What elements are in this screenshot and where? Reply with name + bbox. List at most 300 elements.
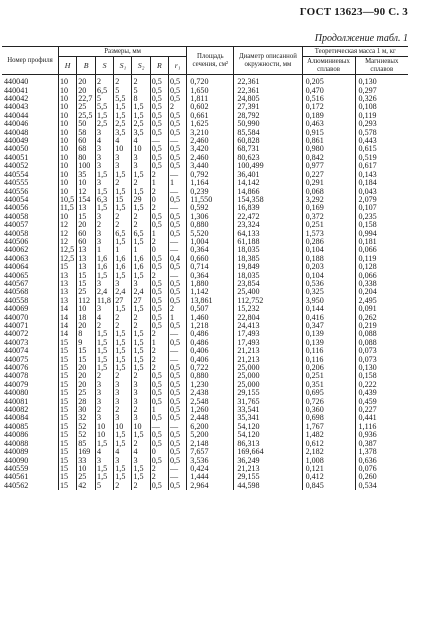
table-row: [2, 263, 408, 271]
cell-mass-magnesium: 0,158: [355, 221, 408, 229]
cell-dim-s: 2,4: [96, 288, 114, 296]
cell-profile-number: 440084: [4, 414, 29, 423]
cell-mass-magnesium: 0,441: [355, 414, 408, 422]
cell-dim-r: 0,5: [150, 112, 168, 120]
cell-mass-aluminium: 0,347: [302, 322, 355, 330]
cell-dim-r: 0,5: [150, 457, 168, 465]
cell-mass-magnesium: 0,130: [355, 75, 408, 87]
cell-dim-s1: 1,5: [114, 347, 132, 355]
cell-profile-number: 440082: [4, 406, 29, 415]
cell-mass-magnesium: 0,088: [355, 339, 408, 347]
cell-dim-r: 0,5: [150, 314, 168, 322]
cell-profile-number: 440085: [4, 422, 29, 431]
cell-dim-r: 0,5: [150, 297, 168, 305]
cell-dim-s: 3: [96, 162, 114, 170]
cell-mass-magnesium: 2,495: [355, 297, 408, 305]
cell-mass-magnesium: 0,260: [355, 473, 408, 481]
cell-dim-r1: —: [168, 171, 186, 179]
cell-profile-number: 440069: [4, 305, 29, 314]
cell-dim-s1: 1,5: [114, 330, 132, 338]
cell-diameter: 21,213: [234, 347, 302, 355]
cell-dim-b: 15: [77, 356, 96, 364]
cell-dim-h: 13: [58, 280, 76, 288]
cell-profile-number: 440071: [4, 322, 29, 330]
table-row: [2, 112, 408, 120]
cell-mass-magnesium: 0,439: [355, 389, 408, 397]
cell-mass-magnesium: 0,293: [355, 120, 408, 128]
cell-area: 0,424: [187, 465, 234, 473]
cell-area: 0,486: [187, 330, 234, 338]
cell-diameter: 27,391: [234, 103, 302, 111]
cell-dim-b: 25: [77, 473, 96, 481]
cell-diameter: 16,839: [234, 204, 302, 212]
cell-mass-aluminium: 0,536: [302, 280, 355, 288]
cell-dim-r1: 1: [168, 179, 186, 187]
header-dim-s1: S₁: [114, 57, 132, 75]
cell-dim-s2: 1,5: [132, 305, 150, 313]
cell-diameter: 36,249: [234, 457, 302, 465]
cell-dim-s1: 3: [114, 162, 132, 170]
cell-dim-h: 10: [58, 171, 76, 179]
cell-profile-number: 440506: [4, 237, 29, 246]
cell-dim-b: 112: [77, 297, 96, 305]
cell-dim-s2: 2,5: [132, 120, 150, 128]
cell-profile-number: 440554: [4, 170, 29, 179]
cell-dim-b: 42: [77, 482, 96, 490]
cell-dim-s2: 10: [132, 423, 150, 431]
cell-dim-r1: 0,5: [168, 431, 186, 439]
cell-profile-number: 440042: [4, 95, 29, 104]
cell-profile-number: 440073: [4, 338, 29, 347]
cell-dim-b: 30: [77, 406, 96, 414]
table-row: [2, 381, 408, 389]
cell-profile-number: 440046: [4, 120, 29, 129]
cell-dim-r: 0,5: [150, 288, 168, 296]
cell-dim-s: 3: [96, 238, 114, 246]
cell-dim-s: 3: [96, 154, 114, 162]
cell-dim-s: 3: [96, 414, 114, 422]
table-continuation-note: Продолжение табл. 1: [314, 33, 408, 44]
cell-dim-h: 11,5: [58, 204, 76, 212]
cell-dim-s1: 1,5: [114, 356, 132, 364]
table-row: [2, 137, 408, 145]
cell-dim-s2: 2,4: [132, 288, 150, 296]
cell-dim-h: 13: [58, 272, 76, 280]
cell-dim-s1: 1,6: [114, 263, 132, 271]
cell-profile-number: 440050: [4, 145, 29, 154]
cell-area: 0,792: [187, 171, 234, 179]
cell-dim-s2: 1,5: [132, 272, 150, 280]
cell-dim-b: 20: [77, 372, 96, 380]
cell-dim-h: 15: [58, 339, 76, 347]
cell-area: 6,200: [187, 423, 234, 431]
table-row: [2, 238, 408, 246]
cell-dim-s2: 3: [132, 280, 150, 288]
cell-dim-b: 60: [77, 137, 96, 145]
cell-mass-magnesium: 0,043: [355, 188, 408, 196]
cell-dim-r: 0,5: [150, 482, 168, 490]
cell-diameter: 68,731: [234, 145, 302, 153]
cell-diameter: 85,584: [234, 129, 302, 137]
cell-dim-s1: 1,5: [114, 465, 132, 473]
table-row: [2, 356, 408, 364]
cell-dim-r: 0,5: [150, 389, 168, 397]
cell-dim-h: 15: [58, 398, 76, 406]
cell-dim-r1: 0,5: [168, 213, 186, 221]
cell-dim-s2: 1,6: [132, 255, 150, 263]
cell-dim-h: 10: [58, 120, 76, 128]
cell-diameter: 35,341: [234, 414, 302, 422]
cell-dim-s: 1: [96, 246, 114, 254]
cell-diameter: 25,000: [234, 381, 302, 389]
cell-dim-s: 3: [96, 129, 114, 137]
cell-diameter: 154,358: [234, 196, 302, 204]
cell-dim-s2: 2: [132, 322, 150, 330]
cell-dim-r1: —: [168, 246, 186, 254]
cell-dim-s2: 2: [132, 372, 150, 380]
cell-dim-r: 0,5: [150, 305, 168, 313]
cell-area: 5,520: [187, 230, 234, 238]
cell-mass-aluminium: 1,482: [302, 431, 355, 439]
cell-dim-s1: 6,5: [114, 230, 132, 238]
cell-dim-r1: 0,5: [168, 196, 186, 204]
cell-dim-h: 15: [58, 406, 76, 414]
cell-mass-magnesium: 0,073: [355, 347, 408, 355]
cell-mass-aluminium: 0,698: [302, 414, 355, 422]
cell-dim-s2: 3: [132, 162, 150, 170]
cell-dim-s: 1,5: [96, 330, 114, 338]
cell-dim-s2: 1,5: [132, 473, 150, 481]
cell-dim-b: 154: [77, 196, 96, 204]
cell-dim-s: 1,5: [96, 188, 114, 196]
cell-dim-h: 10: [58, 87, 76, 95]
cell-profile-number: 440064: [4, 263, 29, 272]
cell-area: 0,406: [187, 356, 234, 364]
cell-dim-s2: 1,5: [132, 112, 150, 120]
cell-diameter: 29,155: [234, 389, 302, 397]
cell-diameter: 14,866: [234, 188, 302, 196]
cell-dim-r1: 0,5: [168, 448, 186, 456]
cell-dim-s2: 3,5: [132, 129, 150, 137]
cell-dim-h: 15: [58, 372, 76, 380]
cell-diameter: 25,400: [234, 288, 302, 296]
header-mass-aluminium: Алюминиевых сплавов: [302, 57, 355, 75]
table-row: [2, 288, 408, 296]
cell-mass-magnesium: 0,222: [355, 381, 408, 389]
cell-dim-s: 3: [96, 305, 114, 313]
cell-diameter: 25,000: [234, 372, 302, 380]
table-row: [2, 204, 408, 212]
cell-dim-b: 15: [77, 280, 96, 288]
cell-dim-s1: 2: [114, 322, 132, 330]
cell-mass-magnesium: 0,108: [355, 103, 408, 111]
cell-dim-s: 5: [96, 95, 114, 103]
header-dim-b: B: [77, 57, 96, 75]
cell-mass-aluminium: 0,416: [302, 314, 355, 322]
cell-dim-r1: 0,5: [168, 440, 186, 448]
cell-dim-s1: 1,5: [114, 431, 132, 439]
cell-dim-r1: —: [168, 356, 186, 364]
header-dim-s2: S₂: [132, 57, 150, 75]
cell-dim-r: 0,5: [150, 103, 168, 111]
cell-dim-s1: 1,5: [114, 112, 132, 120]
cell-area: 0,722: [187, 364, 234, 372]
header-mass-magnesium: Магниевых сплавов: [355, 57, 408, 75]
cell-area: 2,148: [187, 440, 234, 448]
cell-dim-r1: 0,5: [168, 339, 186, 347]
cell-dim-b: 20: [77, 87, 96, 95]
cell-dim-b: 13: [77, 204, 96, 212]
table-row: [2, 196, 408, 204]
cell-profile-number: 440041: [4, 86, 29, 95]
cell-dim-s1: 2: [114, 314, 132, 322]
cell-diameter: 112,752: [234, 297, 302, 305]
cell-dim-r1: 0,5: [168, 75, 186, 87]
cell-dim-b: 85: [77, 440, 96, 448]
cell-dim-h: 15: [58, 448, 76, 456]
cell-mass-aluminium: 0,203: [302, 263, 355, 271]
cell-dim-r: 0,5: [150, 372, 168, 380]
cell-dim-s1: 3: [114, 381, 132, 389]
cell-dim-h: 14: [58, 322, 76, 330]
cell-dim-s: 3: [96, 398, 114, 406]
cell-dim-b: 9: [77, 339, 96, 347]
cell-dim-s2: 4: [132, 448, 150, 456]
cell-dim-s1: 1: [114, 246, 132, 254]
cell-dim-r1: 0,5: [168, 482, 186, 490]
cell-profile-number: 440089: [4, 448, 29, 457]
cell-area: 0,880: [187, 221, 234, 229]
cell-dim-s1: 2,5: [114, 120, 132, 128]
cell-mass-aluminium: 3,950: [302, 297, 355, 305]
cell-mass-aluminium: 3,292: [302, 196, 355, 204]
cell-mass-aluminium: 0,189: [302, 112, 355, 120]
cell-mass-magnesium: 0,143: [355, 171, 408, 179]
cell-dim-s: 1,5: [96, 465, 114, 473]
cell-mass-aluminium: 0,351: [302, 381, 355, 389]
table-row: [2, 440, 408, 448]
cell-dim-s: 1,5: [96, 171, 114, 179]
cell-mass-aluminium: 0,470: [302, 87, 355, 95]
cell-dim-r1: 0,5: [168, 414, 186, 422]
cell-dim-b: 25: [77, 389, 96, 397]
cell-mass-aluminium: 0,842: [302, 154, 355, 162]
cell-profile-number: 440559: [4, 464, 29, 473]
cell-dim-s1: 2: [114, 179, 132, 187]
cell-dim-h: 14: [58, 330, 76, 338]
cell-dim-h: 10: [58, 145, 76, 153]
cell-diameter: 86,313: [234, 440, 302, 448]
cell-dim-s: 2: [96, 75, 114, 87]
cell-dim-r1: —: [168, 473, 186, 481]
cell-dim-h: 15: [58, 440, 76, 448]
cell-area: 1,811: [187, 95, 234, 103]
cell-dim-h: 10: [58, 213, 76, 221]
cell-dim-r: 0,5: [150, 221, 168, 229]
cell-dim-s: 3: [96, 145, 114, 153]
cell-mass-magnesium: 0,204: [355, 288, 408, 296]
cell-mass-magnesium: 0,158: [355, 372, 408, 380]
cell-profile-number: 440043: [4, 103, 29, 112]
cell-dim-s1: 2: [114, 75, 132, 87]
cell-dim-s2: 1,5: [132, 103, 150, 111]
cell-diameter: 15,232: [234, 305, 302, 313]
cell-dim-s: 5,5: [96, 103, 114, 111]
cell-profile-number: 440081: [4, 397, 29, 406]
cell-dim-s: 1,5: [96, 364, 114, 372]
cell-dim-s2: 10: [132, 145, 150, 153]
cell-dim-s1: 2,4: [114, 288, 132, 296]
cell-area: 1,230: [187, 381, 234, 389]
cell-profile-number: 440058: [4, 229, 29, 238]
cell-profile-number: 440052: [4, 162, 29, 171]
cell-area: 3,440: [187, 162, 234, 170]
table-row: [2, 314, 408, 322]
cell-dim-h: 15: [58, 465, 76, 473]
cell-dim-s2: 1,5: [132, 330, 150, 338]
cell-dim-s1: 3,5: [114, 129, 132, 137]
cell-dim-b: 33: [77, 457, 96, 465]
cell-mass-magnesium: 0,338: [355, 280, 408, 288]
cell-mass-magnesium: 0,519: [355, 154, 408, 162]
cell-dim-s2: 29: [132, 196, 150, 204]
cell-area: 13,861: [187, 297, 234, 305]
cell-diameter: 25,000: [234, 364, 302, 372]
cell-dim-r1: —: [168, 204, 186, 212]
cell-profile-number: 440558: [4, 296, 29, 305]
cell-dim-r: 2: [150, 356, 168, 364]
cell-mass-aluminium: 0,116: [302, 356, 355, 364]
cell-dim-s1: 1,5: [114, 364, 132, 372]
cell-diameter: 169,664: [234, 448, 302, 456]
cell-diameter: 64,133: [234, 230, 302, 238]
cell-dim-s1: 2: [114, 213, 132, 221]
table-row: [2, 145, 408, 153]
profile-dimensions-table: [2, 46, 408, 490]
cell-dim-r1: —: [168, 188, 186, 196]
table-row: [2, 280, 408, 288]
cell-dim-h: 13: [58, 288, 76, 296]
cell-dim-b: 68: [77, 145, 96, 153]
cell-mass-aluminium: 0,104: [302, 246, 355, 254]
cell-dim-s2: 1: [132, 246, 150, 254]
table-row: [2, 230, 408, 238]
cell-area: 0,406: [187, 347, 234, 355]
cell-dim-r: 0,5: [150, 95, 168, 103]
cell-dim-h: 15: [58, 347, 76, 355]
cell-dim-s1: 2: [114, 372, 132, 380]
cell-dim-s2: 1,5: [132, 431, 150, 439]
cell-dim-h: 10: [58, 129, 76, 137]
cell-dim-s2: 2: [132, 406, 150, 414]
cell-area: 3,536: [187, 457, 234, 465]
cell-mass-aluminium: 0,068: [302, 188, 355, 196]
cell-dim-s: 1,5: [96, 339, 114, 347]
cell-area: 2,964: [187, 482, 234, 490]
cell-area: 0,364: [187, 272, 234, 280]
cell-mass-aluminium: 0,121: [302, 465, 355, 473]
table-row: [2, 406, 408, 414]
cell-area: 0,661: [187, 112, 234, 120]
cell-profile-number: 440048: [4, 128, 29, 137]
cell-profile-number: 440072: [4, 330, 29, 339]
cell-dim-r1: 0,5: [168, 381, 186, 389]
cell-mass-aluminium: 0,372: [302, 213, 355, 221]
cell-mass-aluminium: 0,360: [302, 406, 355, 414]
cell-diameter: 21,213: [234, 356, 302, 364]
cell-mass-aluminium: 0,172: [302, 103, 355, 111]
table-row: [2, 171, 408, 179]
table-row: [2, 213, 408, 221]
cell-dim-r1: 0,5: [168, 406, 186, 414]
cell-dim-s: 3: [96, 389, 114, 397]
cell-mass-magnesium: 0,459: [355, 398, 408, 406]
table-row: [2, 305, 408, 313]
cell-dim-r1: 0,5: [168, 322, 186, 330]
cell-dim-h: 10: [58, 103, 76, 111]
cell-mass-aluminium: 1,008: [302, 457, 355, 465]
cell-dim-r: 0,5: [150, 154, 168, 162]
cell-dim-s2: 3: [132, 154, 150, 162]
cell-dim-r: 1: [150, 179, 168, 187]
cell-mass-magnesium: 0,091: [355, 305, 408, 313]
cell-dim-s: 11,8: [96, 297, 114, 305]
cell-dim-r: 2: [150, 473, 168, 481]
cell-mass-aluminium: 0,251: [302, 221, 355, 229]
cell-dim-r: 2: [150, 171, 168, 179]
cell-mass-aluminium: 0,726: [302, 398, 355, 406]
cell-profile-number: 440049: [4, 137, 29, 146]
table-row: [2, 103, 408, 111]
table-row: [2, 448, 408, 456]
cell-dim-r: 0,5: [150, 120, 168, 128]
cell-dim-b: 28: [77, 398, 96, 406]
cell-dim-s2: 1,5: [132, 238, 150, 246]
cell-dim-h: 10: [58, 95, 76, 103]
cell-dim-b: 32: [77, 414, 96, 422]
cell-dim-b: 169: [77, 448, 96, 456]
table-row: [2, 179, 408, 187]
cell-diameter: 61,188: [234, 238, 302, 246]
cell-dim-b: 80: [77, 154, 96, 162]
cell-dim-s: 3: [96, 381, 114, 389]
cell-dim-h: 15: [58, 482, 76, 490]
cell-dim-s1: 10: [114, 145, 132, 153]
cell-dim-r: 0,5: [150, 263, 168, 271]
cell-profile-number: 440556: [4, 187, 29, 196]
cell-dim-s: 3: [96, 457, 114, 465]
cell-dim-h: 10: [58, 179, 76, 187]
cell-dim-s2: 27: [132, 297, 150, 305]
cell-diameter: 19,849: [234, 263, 302, 271]
cell-dim-h: 15: [58, 356, 76, 364]
table-row: [2, 372, 408, 380]
cell-mass-magnesium: 0,066: [355, 272, 408, 280]
cell-dim-r1: 0,5: [168, 280, 186, 288]
cell-profile-number: 440078: [4, 372, 29, 381]
cell-dim-r1: 0,5: [168, 154, 186, 162]
cell-dim-r1: 0,5: [168, 95, 186, 103]
cell-profile-number: 440562: [4, 481, 29, 490]
cell-mass-magnesium: 0,617: [355, 162, 408, 170]
cell-dim-b: 20: [77, 75, 96, 87]
cell-dim-b: 50: [77, 120, 96, 128]
cell-mass-magnesium: 0,615: [355, 145, 408, 153]
cell-dim-r1: 2: [168, 103, 186, 111]
cell-diameter: 31,765: [234, 398, 302, 406]
cell-dim-h: 15: [58, 263, 76, 271]
cell-dim-h: 12: [58, 230, 76, 238]
